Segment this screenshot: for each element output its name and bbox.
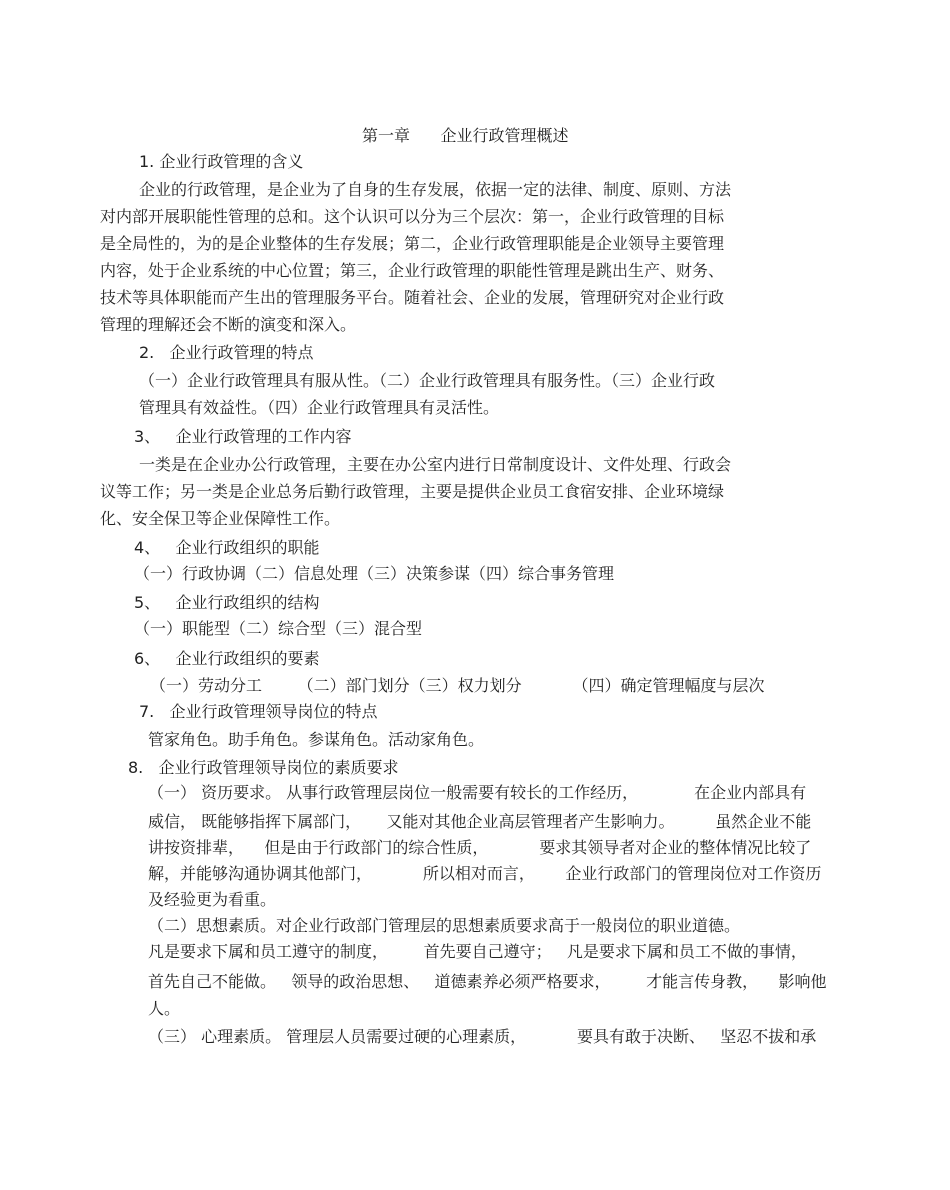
paragraph-line: 一类是在企业办公行政管理，主要在办公室内进行日常制度设计、文件处理、行政会 [139, 455, 732, 474]
paragraph-line: 企业的行政管理，是企业为了自身的生存发展，依据一定的法律、制度、原则、方法 [139, 180, 732, 199]
paragraph-line: 及经验更为看重。 [148, 890, 277, 909]
paragraph-line: 内容，处于企业系统的中心位置；第三，企业行政管理的职能性管理是跳出生产、财务、 [100, 261, 725, 280]
paragraph-line: 对内部开展职能性管理的总和。这个认识可以分为三个层次：第一，企业行政管理的目标 [100, 207, 725, 226]
section-2-heading: 2. 企业行政管理的特点 [139, 343, 314, 362]
paragraph-line: （一）劳动分工 （二）部门划分（三）权力划分 （四）确定管理幅度与层次 [150, 676, 765, 695]
paragraph-line: （一）企业行政管理具有服从性。（二）企业行政管理具有服务性。（三）企业行政 [139, 371, 716, 390]
paragraph-line: 是全局性的，为的是企业整体的生存发展；第二，企业行政管理职能是企业领导主要管理 [100, 234, 725, 253]
paragraph-line: 首先自己不能做。 领导的政治思想、 道德素养必须严格要求， 才能言传身教， 影响他 [148, 972, 827, 991]
paragraph-line: 威信， 既能够指挥下属部门， 又能对其他企业高层管理者产生影响力。 虽然企业不能 [148, 812, 812, 831]
chapter-title: 第一章 企业行政管理概述 [362, 126, 569, 145]
paragraph-line: 化、安全保卫等企业保障性工作。 [100, 509, 341, 528]
paragraph-line: 议等工作；另一类是企业总务后勤行政管理，主要是提供企业员工食宿安排、企业环境绿 [100, 482, 725, 501]
paragraph-line: 人。 [148, 999, 181, 1018]
paragraph-line: 管理的理解还会不断的演变和深入。 [100, 315, 357, 334]
section-1-heading: 1. 企业行政管理的含义 [139, 152, 304, 171]
section-3-heading: 3、 企业行政管理的工作内容 [134, 427, 352, 446]
paragraph-line: （一）行政协调（二）信息处理（三）决策参谋（四）综合事务管理 [134, 564, 615, 583]
paragraph-line: （一） 资历要求。 从事行政管理层岗位一般需要有较长的工作经历， 在企业内部具有 [148, 783, 807, 802]
section-4-heading: 4、 企业行政组织的职能 [134, 538, 320, 557]
paragraph-line: 管家角色。助手角色。参谋角色。活动家角色。 [148, 730, 485, 749]
paragraph-line: 讲按资排辈， 但是由于行政部门的综合性质， 要求其领导者对企业的整体情况比较了 [148, 838, 812, 857]
paragraph-line: 管理具有效益性。（四）企业行政管理具有灵活性。 [139, 398, 500, 417]
paragraph-line: 解，并能够沟通协调其他部门， 所以相对而言， 企业行政部门的管理岗位对工作资历 [148, 864, 822, 883]
paragraph-line: （一）职能型（二）综合型（三）混合型 [134, 619, 423, 638]
paragraph-line: 技术等具体职能而产生出的管理服务平台。随着社会、企业的发展，管理研究对企业行政 [100, 288, 725, 307]
paragraph-line: （二）思想素质。对企业行政部门管理层的思想素质要求高于一般岗位的职业道德。 [148, 916, 741, 935]
section-7-heading: 7. 企业行政管理领导岗位的特点 [139, 702, 378, 721]
section-8-heading: 8. 企业行政管理领导岗位的素质要求 [128, 758, 399, 777]
paragraph-line: 凡是要求下属和员工遵守的制度， 首先要自己遵守； 凡是要求下属和员工不做的事情， [148, 942, 807, 961]
section-6-heading: 6、 企业行政组织的要素 [134, 649, 320, 668]
paragraph-line: （三） 心理素质。 管理层人员需要过硬的心理素质， 要具有敢于决断、 坚忍不拔和承 [148, 1027, 817, 1046]
section-5-heading: 5、 企业行政组织的结构 [134, 593, 320, 612]
